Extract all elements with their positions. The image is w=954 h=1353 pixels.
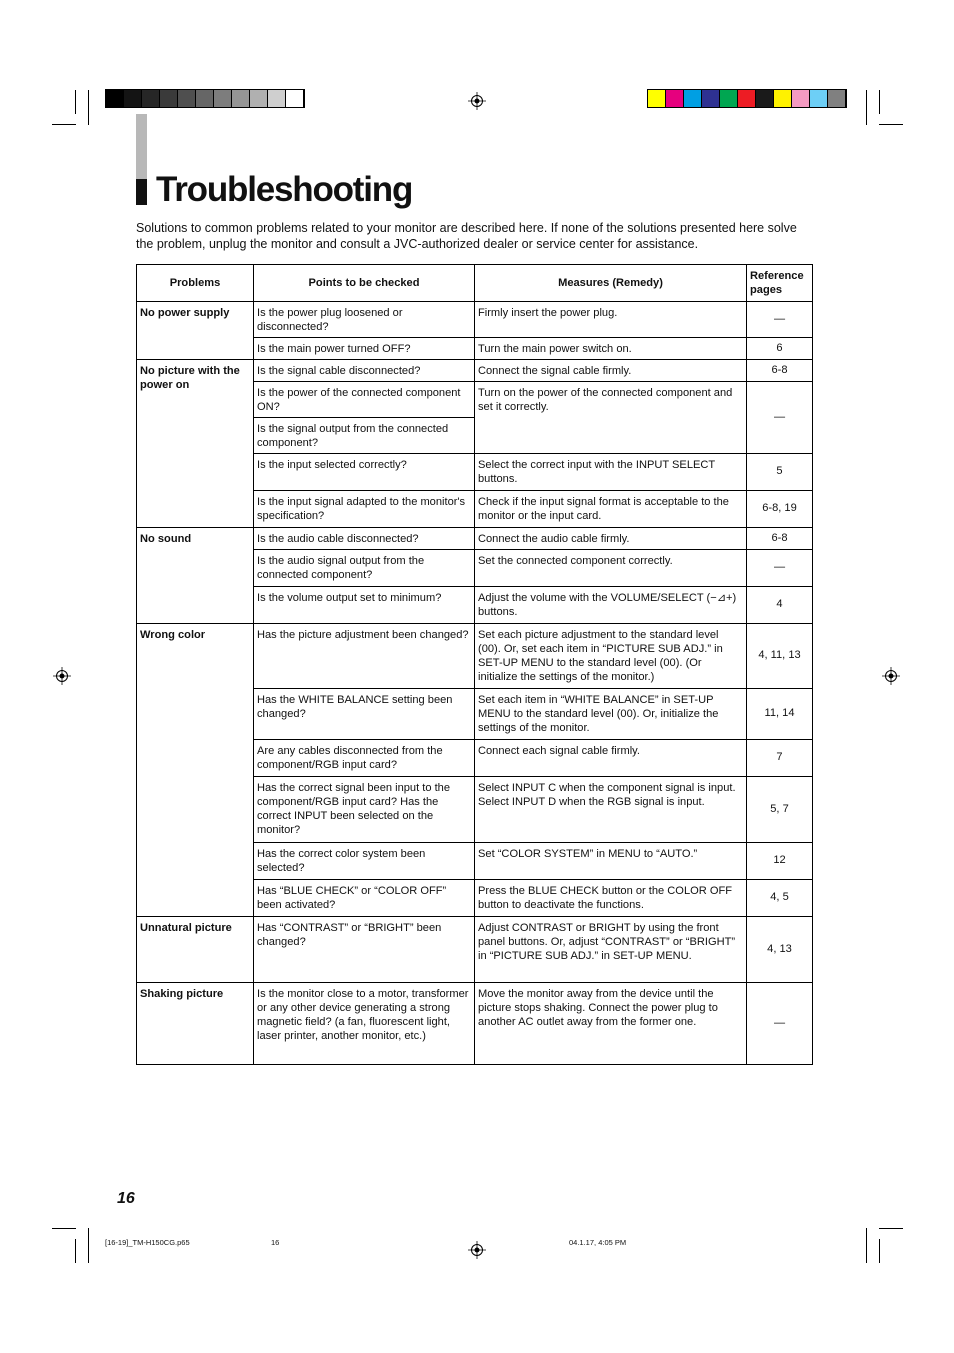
point-cell: Are any cables disconnected from the component/RGB input card? bbox=[254, 739, 475, 776]
measure-cell: Turn on the power of the connected component and set it correctly. bbox=[475, 381, 747, 453]
color-swatch bbox=[756, 90, 774, 107]
header-reference: Reference pages bbox=[747, 265, 813, 302]
color-swatch bbox=[142, 90, 160, 107]
color-swatch bbox=[702, 90, 720, 107]
point-cell: Is the input signal adapted to the monitor's specification? bbox=[254, 490, 475, 527]
color-swatch bbox=[720, 90, 738, 107]
point-cell: Has the WHITE BALANCE setting been changed? bbox=[254, 688, 475, 739]
crop-mark bbox=[52, 124, 76, 125]
measure-cell: Set the connected component correctly. bbox=[475, 549, 747, 586]
color-swatch bbox=[828, 90, 846, 107]
measure-cell: Firmly insert the power plug. bbox=[475, 302, 747, 338]
color-swatch bbox=[124, 90, 142, 107]
crop-mark bbox=[879, 1228, 903, 1229]
measure-cell: Move the monitor away from the device until the picture stops shaking. Connect the power plug to another AC outlet away from the former one. bbox=[475, 982, 747, 1064]
ref-cell: 5 bbox=[747, 453, 813, 490]
color-swatch bbox=[684, 90, 702, 107]
registration-mark-icon bbox=[882, 667, 900, 685]
troubleshooting-table bbox=[136, 264, 813, 1065]
ref-cell: 6 bbox=[747, 337, 813, 359]
color-swatch bbox=[178, 90, 196, 107]
point-cell: Is the power of the connected component ON? bbox=[254, 381, 475, 417]
point-cell: Is the input selected correctly? bbox=[254, 453, 475, 490]
footer-file: [16-19]_TM-H150CG.p65 bbox=[105, 1238, 190, 1247]
grayscale-bar bbox=[105, 89, 305, 108]
ref-cell: 5, 7 bbox=[747, 776, 813, 842]
color-swatch bbox=[250, 90, 268, 107]
measure-cell: Turn the main power switch on. bbox=[475, 337, 747, 359]
table-header-row bbox=[137, 265, 813, 302]
problem-cell: No sound bbox=[137, 527, 254, 623]
table-row bbox=[137, 527, 813, 549]
color-swatch bbox=[214, 90, 232, 107]
ref-cell: 6-8 bbox=[747, 527, 813, 549]
intro-text: Solutions to common problems related to your monitor are described here. If none of the solutions presented here solve the problem, unplug the monitor and consult a JVC-authorized dealer or service center for assistance. bbox=[136, 221, 797, 251]
point-cell: Has the correct signal been input to the component/RGB input card? Has the correct INPUT been selected on the monitor? bbox=[254, 776, 475, 842]
ref-cell: — bbox=[747, 549, 813, 586]
color-swatch bbox=[810, 90, 828, 107]
color-swatch bbox=[666, 90, 684, 107]
page-title: Troubleshooting bbox=[156, 170, 413, 209]
registration-mark-icon bbox=[468, 1241, 486, 1259]
crop-mark bbox=[52, 1228, 76, 1229]
footer-timestamp: 04.1.17, 4:05 PM bbox=[569, 1238, 627, 1247]
registration-mark-icon bbox=[468, 92, 486, 110]
measure-cell: Select INPUT C when the component signal is input. Select INPUT D when the RGB signal is input. bbox=[475, 776, 747, 842]
registration-mark-icon bbox=[53, 667, 71, 685]
problem-cell: No picture with the power on bbox=[137, 359, 254, 527]
ref-cell: 6-8 bbox=[747, 359, 813, 381]
header-points: Points to be checked bbox=[254, 265, 475, 302]
point-cell: Has “BLUE CHECK” or “COLOR OFF” been activated? bbox=[254, 879, 475, 916]
table-row bbox=[137, 302, 813, 338]
measure-cell: Set each picture adjustment to the standard level (00). Or, set each item in “PICTURE SUB ADJ.” in SET-UP MENU to the standard level (00). (Or initialize the settings of the monitor.) bbox=[475, 623, 747, 688]
color-swatch bbox=[792, 90, 810, 107]
measure-cell: Adjust CONTRAST or BRIGHT by using the front panel buttons. Or, adjust “CONTRAST” or “BRIGHT” in “PICTURE SUB ADJ.” in SET-UP MENU. bbox=[475, 916, 747, 982]
measure-cell: Press the BLUE CHECK button or the COLOR OFF button to deactivate the functions. bbox=[475, 879, 747, 916]
point-cell: Has the correct color system been selected? bbox=[254, 842, 475, 879]
measure-cell: Connect the signal cable firmly. bbox=[475, 359, 747, 381]
point-cell: Has the picture adjustment been changed? bbox=[254, 623, 475, 688]
problem-cell: Wrong color bbox=[137, 623, 254, 916]
crop-mark bbox=[75, 90, 76, 114]
problem-cell: Shaking picture bbox=[137, 982, 254, 1064]
ref-cell: 11, 14 bbox=[747, 688, 813, 739]
measure-cell: Adjust the volume with the VOLUME/SELECT (−⊿+) buttons. bbox=[475, 586, 747, 623]
ref-cell: — bbox=[747, 302, 813, 338]
color-swatch bbox=[196, 90, 214, 107]
point-cell: Is the volume output set to minimum? bbox=[254, 586, 475, 623]
ref-cell: 12 bbox=[747, 842, 813, 879]
ref-cell: — bbox=[747, 381, 813, 453]
page-number: 16 bbox=[117, 1190, 135, 1207]
measure-cell: Connect the audio cable firmly. bbox=[475, 527, 747, 549]
table-row bbox=[137, 982, 813, 1064]
footer-page: 16 bbox=[271, 1238, 280, 1247]
crop-mark bbox=[879, 124, 903, 125]
point-cell: Is the audio cable disconnected? bbox=[254, 527, 475, 549]
table-row bbox=[137, 359, 813, 381]
color-swatch bbox=[106, 90, 124, 107]
measure-cell: Set each item in “WHITE BALANCE” in SET-UP MENU to the standard level (00). Or, initialize the settings of the monitor. bbox=[475, 688, 747, 739]
color-swatch bbox=[160, 90, 178, 107]
crop-mark bbox=[75, 1239, 76, 1263]
point-cell: Is the signal output from the connected component? bbox=[254, 417, 475, 453]
ref-cell: 4, 13 bbox=[747, 916, 813, 982]
color-swatch bbox=[268, 90, 286, 107]
ref-cell: — bbox=[747, 982, 813, 1064]
header-problems: Problems bbox=[137, 265, 254, 302]
crop-mark bbox=[879, 1239, 880, 1263]
ref-cell: 4, 5 bbox=[747, 879, 813, 916]
color-bar bbox=[647, 89, 847, 108]
color-swatch bbox=[232, 90, 250, 107]
color-swatch bbox=[286, 90, 304, 107]
point-cell: Is the signal cable disconnected? bbox=[254, 359, 475, 381]
ref-cell: 6-8, 19 bbox=[747, 490, 813, 527]
ref-cell: 7 bbox=[747, 739, 813, 776]
point-cell: Has “CONTRAST” or “BRIGHT” been changed? bbox=[254, 916, 475, 982]
ref-cell: 4 bbox=[747, 586, 813, 623]
measure-cell: Check if the input signal format is acceptable to the monitor or the input card. bbox=[475, 490, 747, 527]
problem-cell: No power supply bbox=[137, 302, 254, 360]
ref-cell: 4, 11, 13 bbox=[747, 623, 813, 688]
point-cell: Is the audio signal output from the connected component? bbox=[254, 549, 475, 586]
point-cell: Is the power plug loosened or disconnected? bbox=[254, 302, 475, 338]
title-marker bbox=[136, 179, 147, 205]
crop-mark bbox=[88, 90, 89, 125]
table-row bbox=[137, 623, 813, 688]
measure-cell: Set “COLOR SYSTEM” in MENU to “AUTO.” bbox=[475, 842, 747, 879]
color-swatch bbox=[648, 90, 666, 107]
color-swatch bbox=[774, 90, 792, 107]
header-measures: Measures (Remedy) bbox=[475, 265, 747, 302]
point-cell: Is the main power turned OFF? bbox=[254, 337, 475, 359]
color-swatch bbox=[738, 90, 756, 107]
crop-mark bbox=[88, 1228, 89, 1263]
problem-cell: Unnatural picture bbox=[137, 916, 254, 982]
table-row bbox=[137, 916, 813, 982]
measure-cell: Connect each signal cable firmly. bbox=[475, 739, 747, 776]
point-cell: Is the monitor close to a motor, transformer or any other device generating a strong magnetic field? (a fan, fluorescent light, laser printer, another monitor, etc.) bbox=[254, 982, 475, 1064]
crop-mark bbox=[866, 90, 867, 125]
title-stripe bbox=[136, 114, 147, 184]
crop-mark bbox=[866, 1228, 867, 1263]
crop-mark bbox=[879, 90, 880, 114]
measure-cell: Select the correct input with the INPUT SELECT buttons. bbox=[475, 453, 747, 490]
